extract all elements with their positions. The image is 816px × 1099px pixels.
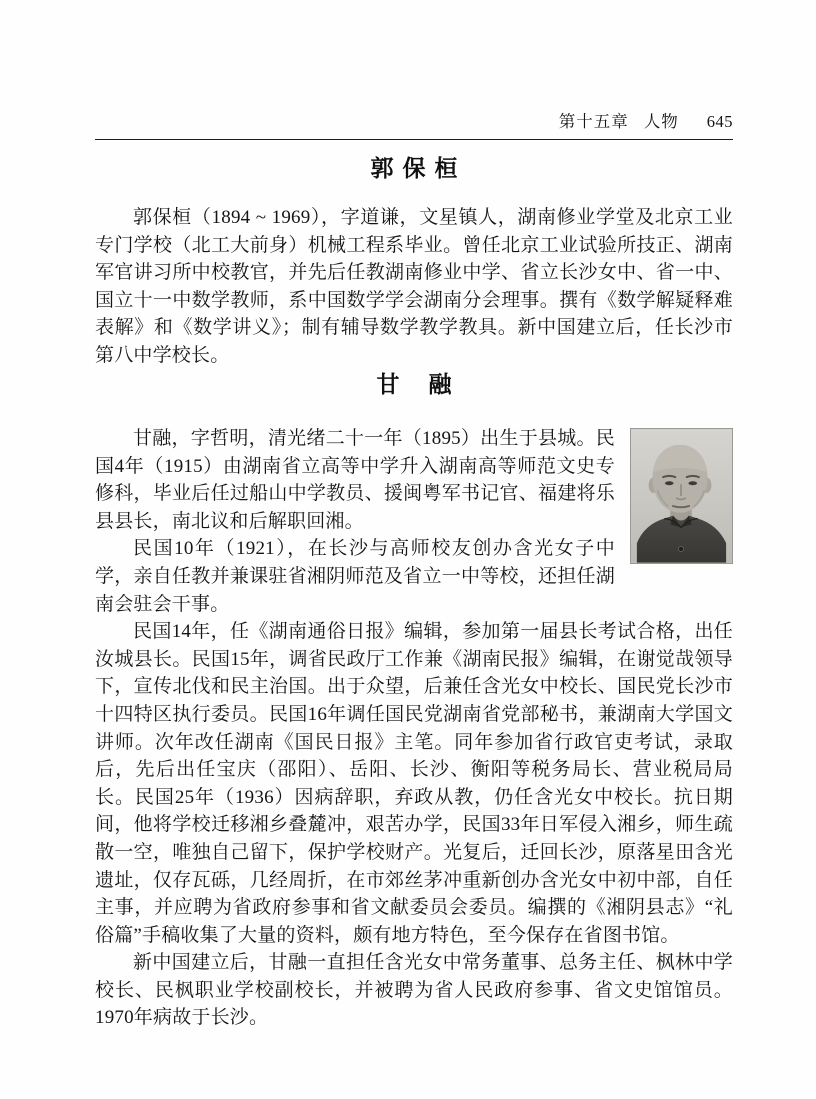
entry-title: 郭保桓: [370, 155, 467, 181]
entry-gan-rong: [95, 366, 733, 1032]
biography-paragraph: 甘融，字哲明，清光绪二十一年（1895）出生于县城。民国4年（1915）由湖南省立高等中学升入湖南高等师范文史专修科，毕业后任过船山中学教员、援闽粤军书记官、福建将乐县县长，南北议和后解职回湘。: [95, 428, 615, 532]
biography-paragraph: 新中国建立后，甘融一直担任含光女中常务董事、总务主任、枫林中学校长、民枫职业学校副校长，并被聘为省人民政府参事、省文史馆馆员。1970年病故于长沙。: [95, 952, 733, 1029]
biography-paragraph: 民国14年，任《湖南通俗日报》编辑，参加第一届县长考试合格，出任汝城县长。民国15年，调省民政厅工作兼《湖南民报》编辑，在谢觉哉领导下，宣传北伐和民主治国。出于众望，后兼任含光女中校长、国民党长沙市十四特区执行委员。民国16年调任国民党湖南省党部秘书，兼湖南大学国文讲师。次年改任湖南《国民日报》主笔。同年参加省行政官吏考试，录取后，先后出任宝庆（邵阳）、岳阳、长沙、衡阳等税务局长、营业税局局长。民国25年（1936）因病辞职，弃政从教，仍任含光女中校长。抗日期间，他将学校迁移湘乡叠麓冲，艰苦办学，民国33年日军侵入湘乡，师生疏散一空，唯独自己留下，保护学校财产。光复后，迁回长沙，原落星田含光遗址，仅存瓦砾，几经周折，在市郊丝茅冲重新创办含光女中初中部，自任主事，并应聘为省政府参事和省文献委员会委员。编撰的《湘阴县志》“礼俗篇”手稿收集了大量的资料，颇有地方特色，至今保存在省图书馆。: [95, 621, 733, 946]
page-number: 645: [706, 112, 733, 131]
biography-paragraph: 民国10年（1921），在长沙与高师校友创办含光女子中学，亲自任教并兼课驻省湘阴师范及省立一中等校，还担任湖南会驻会干事。: [95, 538, 615, 615]
running-head: [95, 108, 733, 140]
biography-paragraph: 郭保桓（1894 ~ 1969），字道谦，文星镇人，湖南修业学堂及北京工业专门学校（北工大前身）机械工程系毕业。曾任北京工业试验所技正、湖南军官讲习所中校教官，并先后任教湖南修业中学、省立长沙女中、省一中、国立十一中数学教师，系中国数学学会湖南分会理事。撰有《数学解疑释难表解》和《数学讲义》；制有辅导数学教学教具。新中国建立后，任长沙市第八中学校长。: [95, 207, 733, 366]
section-title: 人物: [643, 112, 679, 131]
portrait-photo-drawing: [631, 429, 732, 563]
chapter-title: 第十五章: [558, 112, 629, 131]
portrait-photo: [630, 428, 733, 564]
entry-guo-baohuan: [95, 150, 733, 370]
entry-title: 甘 融: [376, 371, 455, 397]
